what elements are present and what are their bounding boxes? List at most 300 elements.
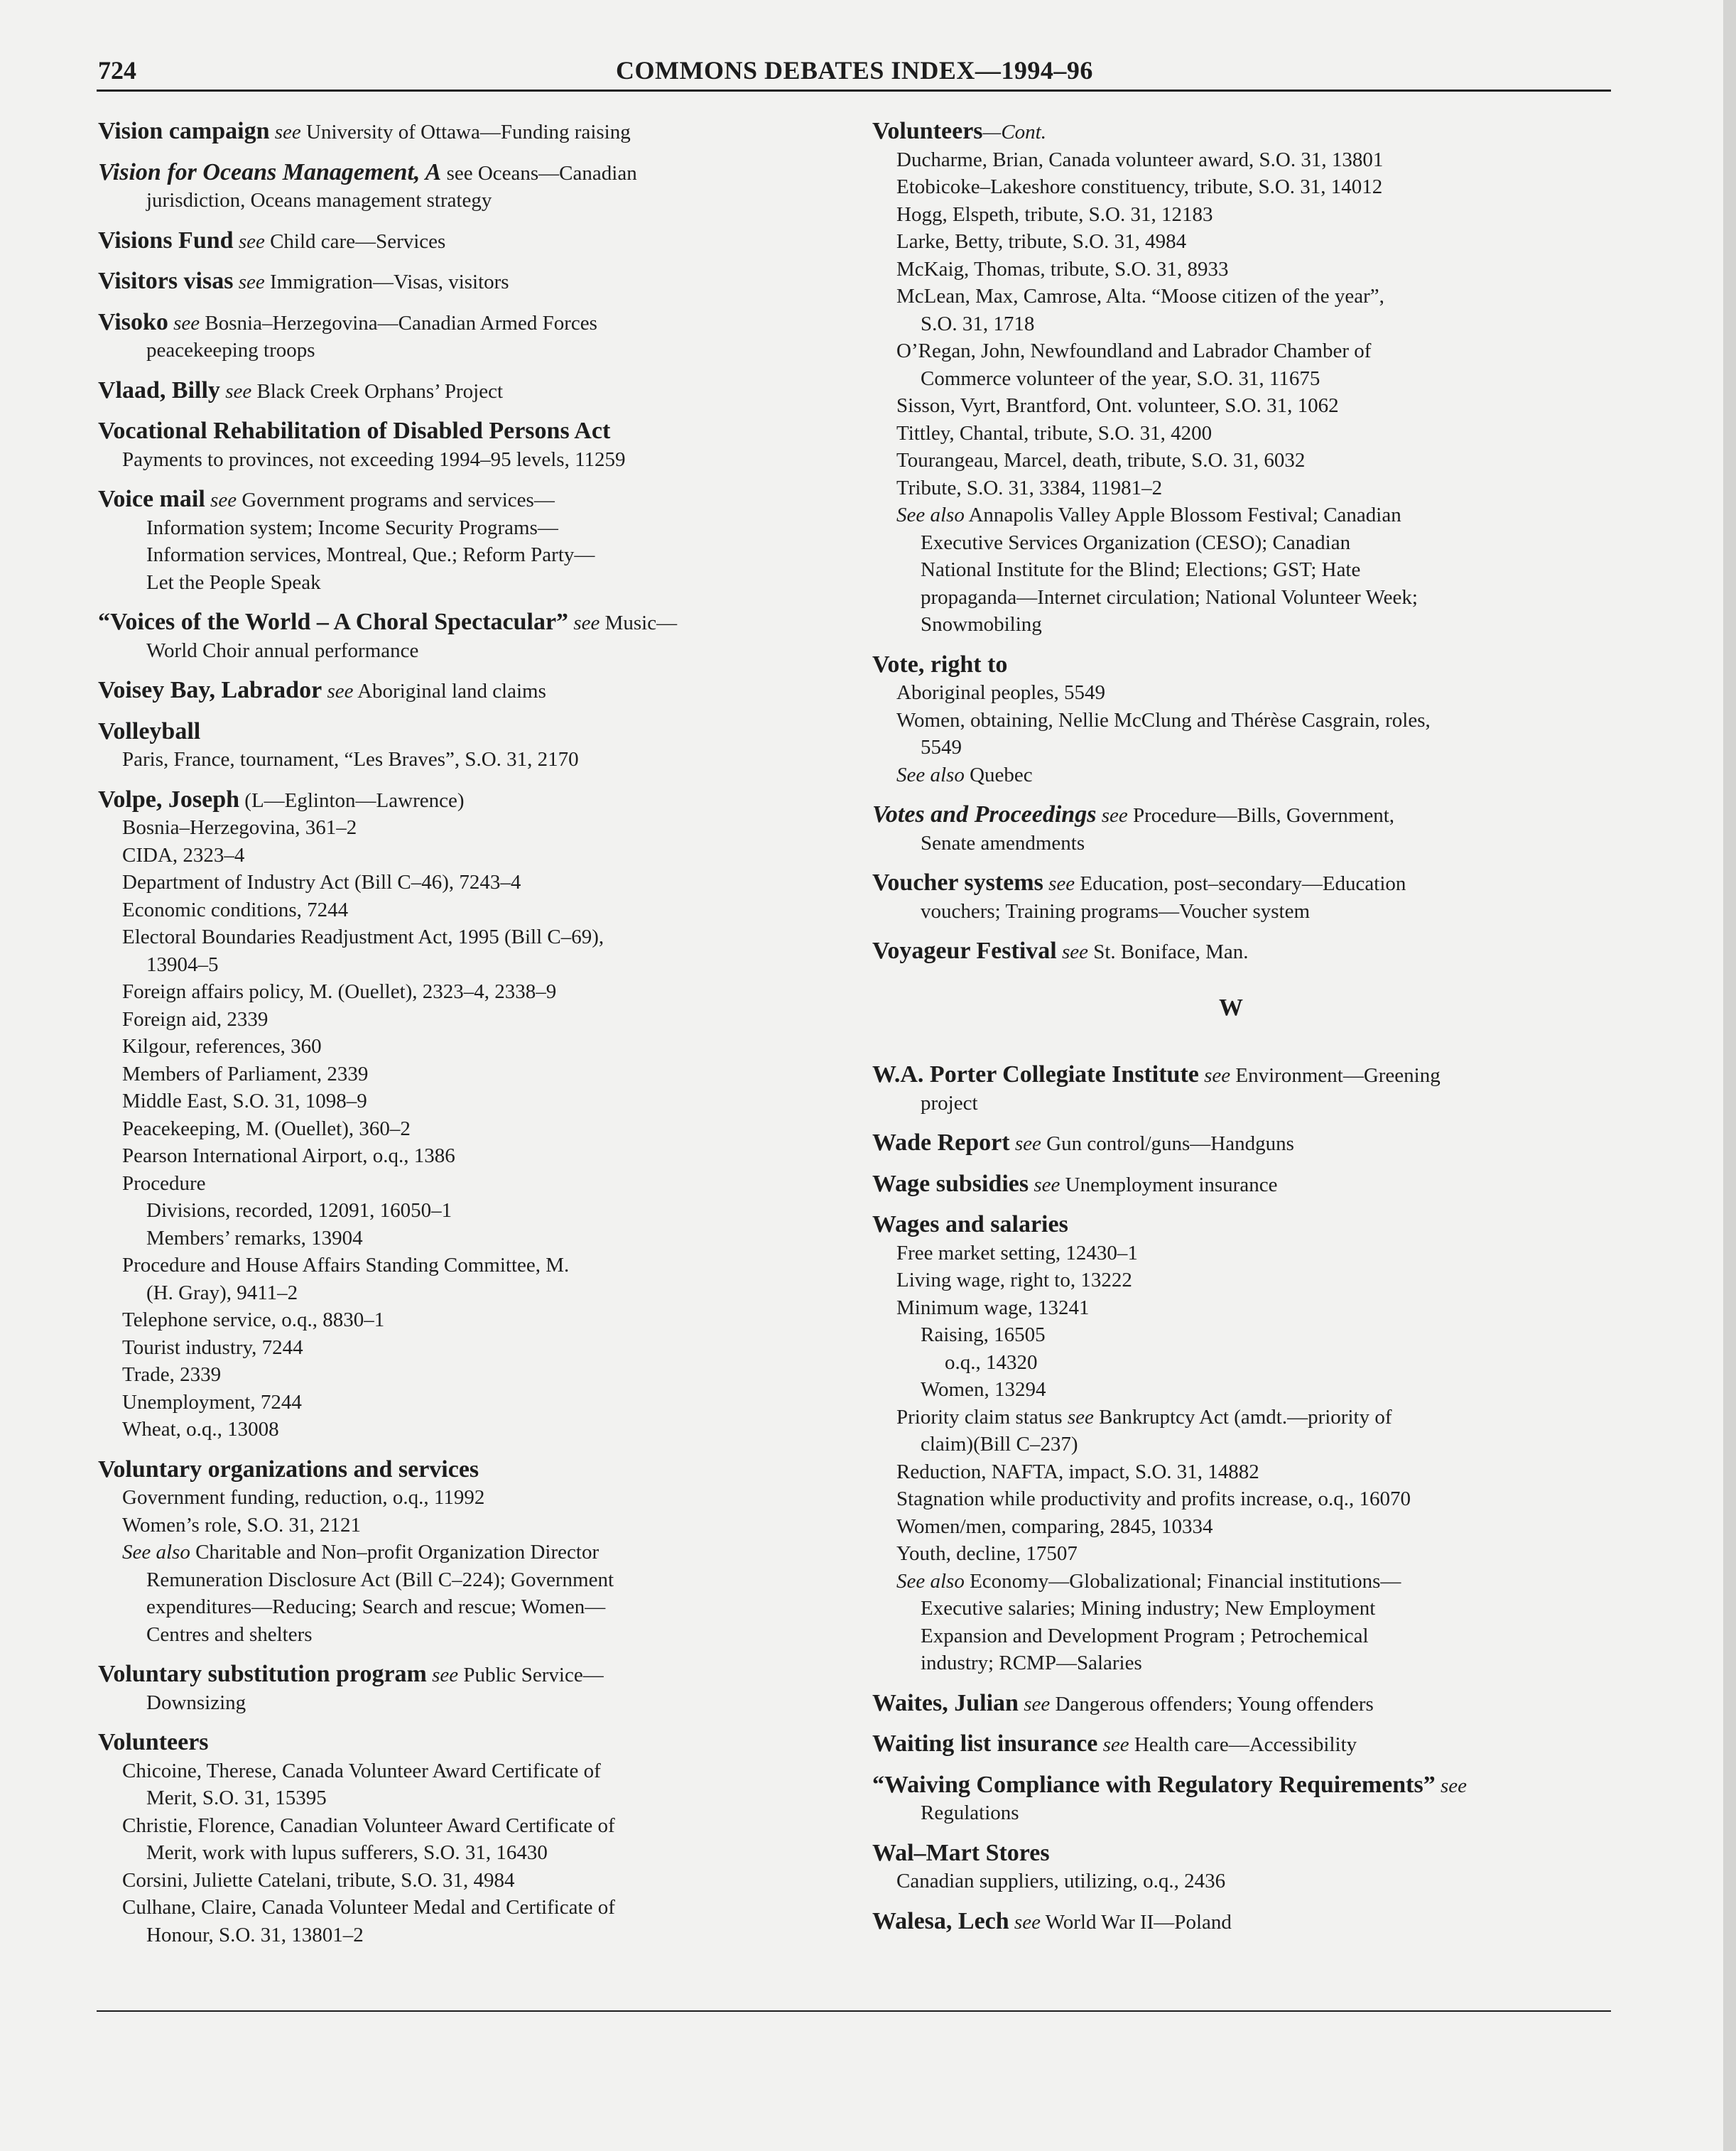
entry-heading: Volunteers bbox=[98, 1729, 209, 1755]
entry-heading: Wal–Mart Stores bbox=[872, 1839, 1050, 1866]
entry-subline bbox=[872, 146, 1590, 174]
entry-subline bbox=[872, 830, 1590, 857]
entry-text: Canadian suppliers, utilizing, o.q., 2436 bbox=[896, 1870, 1226, 1892]
cross-reference-label: see bbox=[1056, 941, 1088, 963]
entry-subline bbox=[98, 1279, 808, 1307]
entry-heading: Voyageur Festival bbox=[872, 938, 1057, 964]
entry-subline bbox=[98, 1334, 808, 1362]
entry-subline bbox=[872, 447, 1590, 475]
entry-text: Bosnia–Herzegovina—Canadian Armed Forces bbox=[200, 311, 597, 335]
entry-text: Music— bbox=[600, 612, 678, 634]
entry-subline bbox=[98, 1389, 808, 1416]
entry-subline bbox=[872, 256, 1590, 283]
index-entry bbox=[872, 1690, 1590, 1718]
entry-subline bbox=[872, 611, 1590, 639]
entry-text: Living wage, right to, 13222 bbox=[896, 1269, 1132, 1291]
entry-subline bbox=[98, 1839, 808, 1867]
entry-text: Wheat, o.q., 13008 bbox=[122, 1418, 279, 1441]
entry-subline bbox=[98, 1252, 808, 1279]
entry-text: S.O. 31, 1718 bbox=[921, 312, 1035, 335]
page-header bbox=[98, 51, 1611, 88]
cross-reference-label: see bbox=[1435, 1774, 1467, 1797]
entry-subline bbox=[98, 896, 808, 924]
entry-text: Electoral Boundaries Readjustment Act, 1995 (Bill C–69), bbox=[122, 926, 604, 948]
entry-subline bbox=[98, 1361, 808, 1389]
entry-text: Snowmobiling bbox=[921, 613, 1042, 636]
entry-heading-line bbox=[872, 1171, 1590, 1199]
entry-subline bbox=[98, 1306, 808, 1334]
entry-heading: Vocational Rehabilitation of Disabled Persons Act bbox=[98, 418, 611, 444]
entry-heading: Visions Fund bbox=[98, 227, 234, 254]
entry-subline bbox=[872, 337, 1590, 365]
entry-subline bbox=[98, 1512, 808, 1539]
entry-subline bbox=[98, 1061, 808, 1088]
entry-subline bbox=[872, 392, 1590, 420]
entry-heading-line bbox=[872, 1129, 1590, 1158]
entry-subline bbox=[98, 951, 808, 979]
entry-subline bbox=[98, 1115, 808, 1143]
entry-subline bbox=[98, 1566, 808, 1594]
entry-text: World Choir annual performance bbox=[146, 639, 419, 662]
entry-subline bbox=[872, 1321, 1590, 1349]
entry-subline bbox=[98, 1689, 808, 1717]
entry-subline bbox=[98, 337, 808, 364]
entry-heading-line bbox=[98, 1729, 808, 1757]
entry-text: propaganda—Internet circulation; National Volunteer Week; bbox=[921, 585, 1418, 609]
index-entry bbox=[872, 1211, 1590, 1677]
entry-text: Unemployment insurance bbox=[1060, 1173, 1278, 1196]
entry-text: McLean, Max, Camrose, Alta. “Moose citizen of the year”, bbox=[896, 285, 1384, 308]
index-entry bbox=[872, 801, 1590, 857]
index-entry bbox=[98, 118, 808, 146]
entry-subline bbox=[98, 1197, 808, 1225]
entry-text: Kilgour, references, 360 bbox=[122, 1035, 322, 1058]
entry-heading: Voice mail bbox=[98, 486, 205, 512]
entry-heading: “Waiving Compliance with Regulatory Requirements” bbox=[872, 1771, 1436, 1798]
entry-subline bbox=[872, 584, 1590, 612]
cross-reference-label: see bbox=[168, 311, 200, 335]
entry-subline bbox=[872, 502, 1590, 529]
entry-heading: Wage subsidies bbox=[872, 1170, 1029, 1197]
entry-heading: W.A. Porter Collegiate Institute bbox=[872, 1061, 1199, 1088]
index-entry bbox=[872, 869, 1590, 925]
entry-text: Unemployment, 7244 bbox=[122, 1390, 302, 1414]
entry-text: Black Creek Orphans’ Project bbox=[251, 379, 504, 403]
entry-heading-line bbox=[872, 869, 1590, 898]
index-entry bbox=[872, 1908, 1590, 1936]
entry-heading-line bbox=[98, 486, 808, 514]
entry-heading-line bbox=[872, 1061, 1590, 1090]
entry-text: Aboriginal peoples, 5549 bbox=[896, 681, 1105, 704]
entry-heading-line bbox=[98, 1456, 808, 1485]
entry-subline bbox=[872, 1267, 1590, 1294]
entry-subline bbox=[872, 556, 1590, 584]
entry-heading: Volpe, Joseph bbox=[98, 786, 240, 813]
index-entry bbox=[98, 718, 808, 774]
entry-text: Aboriginal land claims bbox=[353, 680, 546, 703]
entry-text: Women, 13294 bbox=[921, 1378, 1046, 1401]
entry-heading-line bbox=[872, 118, 1590, 146]
entry-text: Child care—Services bbox=[264, 229, 446, 253]
entry-subline bbox=[872, 1622, 1590, 1650]
entry-heading-line bbox=[98, 309, 808, 337]
entry-text: McKaig, Thomas, tribute, S.O. 31, 8933 bbox=[896, 257, 1229, 281]
entry-text: project bbox=[921, 1091, 978, 1115]
entry-subline bbox=[872, 529, 1590, 557]
entry-heading: Waites, Julian bbox=[872, 1689, 1019, 1716]
entry-text: expenditures—Reducing; Search and rescue; Women— bbox=[146, 1595, 606, 1618]
entry-heading: Vlaad, Billy bbox=[98, 376, 220, 403]
footer-rule bbox=[97, 2010, 1611, 2012]
entry-subline bbox=[872, 1799, 1590, 1827]
entry-heading-line bbox=[872, 1772, 1590, 1800]
index-entry bbox=[872, 1129, 1590, 1158]
entry-text: Hogg, Elspeth, tribute, S.O. 31, 12183 bbox=[896, 202, 1213, 226]
entry-subline bbox=[872, 1458, 1590, 1486]
entry-text: Let the People Speak bbox=[146, 570, 321, 594]
index-entry bbox=[98, 1729, 808, 1949]
entry-text: Minimum wage, 13241 bbox=[896, 1296, 1090, 1319]
entry-text: Free market setting, 12430–1 bbox=[896, 1241, 1138, 1264]
entry-text: (H. Gray), 9411–2 bbox=[146, 1281, 298, 1304]
entry-text: Public Service— bbox=[458, 1664, 604, 1686]
cross-reference-label: see bbox=[322, 680, 354, 703]
entry-text: jurisdiction, Oceans management strategy bbox=[146, 189, 492, 212]
entry-text: Chicoine, Therese, Canada Volunteer Award Certificate of bbox=[122, 1759, 601, 1782]
cross-reference-label: see bbox=[1067, 1405, 1094, 1429]
entry-subline bbox=[98, 1539, 808, 1566]
entry-text: Procedure—Bills, Government, bbox=[1127, 804, 1395, 827]
cross-reference-label: see bbox=[219, 379, 252, 403]
cross-reference-label: See also bbox=[896, 763, 965, 786]
entry-text: Information system; Income Security Programs— bbox=[146, 516, 558, 539]
entry-text: National Institute for the Blind; Elections; GST; Hate bbox=[921, 558, 1361, 581]
entry-subline bbox=[98, 869, 808, 896]
entry-subline bbox=[872, 1240, 1590, 1267]
cross-reference-label: see bbox=[1097, 1733, 1129, 1756]
section-letter-heading: W bbox=[1219, 994, 1243, 1021]
entry-text: Paris, France, tournament, “Les Braves”, S.O. 31, 2170 bbox=[122, 748, 579, 771]
entry-text: Merit, S.O. 31, 15395 bbox=[146, 1787, 327, 1809]
entry-subline bbox=[872, 310, 1590, 338]
entry-text: Etobicoke–Lakeshore constituency, tribute, S.O. 31, 14012 bbox=[896, 175, 1383, 198]
entry-text: claim)(Bill C–237) bbox=[921, 1433, 1078, 1456]
entry-heading: Vote, right to bbox=[872, 651, 1008, 678]
entry-text: Department of Industry Act (Bill C–46), 7243–4 bbox=[122, 871, 521, 894]
entry-heading-line bbox=[872, 938, 1590, 966]
entry-text: University of Ottawa—Funding raising bbox=[300, 121, 631, 143]
index-entry bbox=[98, 377, 808, 406]
entry-heading-line bbox=[98, 418, 808, 446]
entry-heading-line bbox=[98, 718, 808, 747]
entry-subline bbox=[98, 923, 808, 951]
entry-heading: “Voices of the World – A Choral Spectacular” bbox=[98, 609, 569, 635]
entry-subline bbox=[872, 1485, 1590, 1513]
index-entry bbox=[98, 418, 808, 473]
entry-heading: Voucher systems bbox=[872, 869, 1043, 896]
entry-text: Centres and shelters bbox=[146, 1622, 313, 1646]
entry-subline bbox=[872, 1431, 1590, 1458]
entry-subline bbox=[872, 475, 1590, 502]
index-entry bbox=[98, 486, 808, 596]
entry-text: Foreign affairs policy, M. (Ouellet), 2323–4, 2338–9 bbox=[122, 980, 557, 1003]
cross-reference-label: See also bbox=[896, 504, 965, 526]
entry-subline bbox=[98, 842, 808, 869]
cross-reference-label: see bbox=[1043, 872, 1075, 895]
cross-reference-label: see bbox=[1198, 1064, 1231, 1087]
entry-text: Dangerous offenders; Young offenders bbox=[1050, 1692, 1374, 1716]
entry-text: Health care—Accessibility bbox=[1129, 1733, 1357, 1756]
header-rule bbox=[97, 90, 1611, 92]
entry-text: World War II—Poland bbox=[1040, 1910, 1232, 1934]
entry-heading-line bbox=[98, 159, 808, 188]
index-entry bbox=[98, 309, 808, 364]
index-entry bbox=[872, 118, 1590, 639]
entry-subline bbox=[872, 365, 1590, 393]
entry-heading-line bbox=[872, 651, 1590, 680]
entry-heading: Vision campaign bbox=[98, 118, 270, 144]
entry-subline bbox=[98, 1170, 808, 1198]
entry-subline bbox=[98, 1006, 808, 1034]
entry-text: Members’ remarks, 13904 bbox=[146, 1226, 363, 1250]
entry-text: Raising, 16505 bbox=[921, 1323, 1046, 1346]
index-entry bbox=[98, 677, 808, 705]
entry-subline bbox=[872, 1090, 1590, 1117]
entry-text: Bosnia–Herzegovina, 361–2 bbox=[122, 816, 357, 839]
entry-heading: Wages and salaries bbox=[872, 1211, 1068, 1237]
index-entry bbox=[872, 1840, 1590, 1895]
index-entry bbox=[872, 651, 1590, 789]
page-number: 724 bbox=[98, 56, 136, 85]
index-entry bbox=[872, 1772, 1590, 1827]
cross-reference-label: see bbox=[1009, 1910, 1041, 1934]
left-column bbox=[98, 118, 808, 1961]
entry-subline bbox=[98, 1033, 808, 1061]
cross-reference-label: see bbox=[426, 1664, 459, 1686]
entry-text: Trade, 2339 bbox=[122, 1363, 222, 1386]
entry-text: O’Regan, John, Newfoundland and Labrador Chamber of bbox=[896, 340, 1372, 362]
entry-subline bbox=[98, 1484, 808, 1512]
entry-text: Christie, Florence, Canadian Volunteer Award Certificate of bbox=[122, 1814, 615, 1837]
entry-text: Environment—Greening bbox=[1230, 1064, 1441, 1087]
entry-text: Charitable and Non–profit Organization Director bbox=[190, 1541, 600, 1564]
entry-subline bbox=[872, 734, 1590, 762]
entry-text: 13904–5 bbox=[146, 953, 219, 976]
cross-reference-label: see bbox=[269, 121, 301, 143]
entry-heading: Walesa, Lech bbox=[872, 1907, 1009, 1934]
entry-heading-line bbox=[872, 1211, 1590, 1240]
entry-subline bbox=[98, 1621, 808, 1649]
entry-text: Ducharme, Brian, Canada volunteer award, S.O. 31, 13801 bbox=[896, 148, 1384, 171]
index-entry bbox=[872, 1061, 1590, 1117]
entry-heading-line bbox=[98, 268, 808, 296]
entry-text: Women/men, comparing, 2845, 10334 bbox=[896, 1515, 1213, 1538]
entry-text: Gun control/guns—Handguns bbox=[1041, 1132, 1294, 1155]
running-title: COMMONS DEBATES INDEX—1994–96 bbox=[616, 56, 1093, 85]
entry-text: Pearson International Airport, o.q., 1386 bbox=[122, 1144, 455, 1167]
entry-text: Government programs and services— bbox=[237, 489, 555, 511]
entry-heading-line bbox=[872, 801, 1590, 830]
entry-subline bbox=[98, 1225, 808, 1252]
entry-subline bbox=[872, 898, 1590, 926]
entry-subline bbox=[98, 187, 808, 215]
entry-subline bbox=[872, 201, 1590, 229]
entry-heading: Votes and Proceedings bbox=[872, 801, 1097, 828]
entry-heading-line bbox=[98, 609, 808, 637]
entry-heading: Volunteers bbox=[872, 118, 983, 144]
entry-subline bbox=[98, 1784, 808, 1812]
entry-subline bbox=[872, 1568, 1590, 1595]
entry-text: see Oceans—Canadian bbox=[441, 161, 637, 185]
cross-reference-label: see bbox=[205, 489, 237, 511]
cross-reference-label: see bbox=[1029, 1173, 1060, 1196]
entry-text: Education, post–secondary—Education bbox=[1075, 872, 1406, 895]
entry-text: Annapolis Valley Apple Blossom Festival; Canadian bbox=[964, 504, 1401, 526]
cross-reference-label: See also bbox=[896, 1569, 965, 1593]
entry-text: Merit, work with lupus sufferers, S.O. 31, 16430 bbox=[146, 1841, 548, 1864]
index-entry bbox=[872, 1171, 1590, 1199]
entry-subline bbox=[98, 1867, 808, 1895]
entry-subline bbox=[98, 541, 808, 569]
index-entry bbox=[872, 938, 1590, 966]
entry-heading-line bbox=[98, 677, 808, 705]
cross-reference-label: see bbox=[233, 271, 265, 293]
entry-text: 5549 bbox=[921, 736, 962, 759]
entry-text: Tourangeau, Marcel, death, tribute, S.O. 31, 6032 bbox=[896, 449, 1306, 472]
entry-subline bbox=[98, 514, 808, 542]
entry-subline bbox=[98, 978, 808, 1006]
entry-subline bbox=[872, 1404, 1590, 1431]
entry-subline bbox=[98, 1812, 808, 1840]
entry-subline bbox=[98, 1894, 808, 1922]
entry-heading: Visitors visas bbox=[98, 268, 234, 294]
entry-text: Tourist industry, 7244 bbox=[122, 1335, 303, 1359]
entry-text: Women’s role, S.O. 31, 2121 bbox=[122, 1513, 361, 1537]
entry-heading: Vision for Oceans Management, A bbox=[98, 158, 442, 185]
entry-subline bbox=[872, 228, 1590, 256]
entry-subline bbox=[872, 1649, 1590, 1677]
entry-text: Honour, S.O. 31, 13801–2 bbox=[146, 1923, 364, 1946]
entry-text: Telephone service, o.q., 8830–1 bbox=[122, 1309, 385, 1331]
entry-text: Expansion and Development Program ; Petrochemical bbox=[921, 1624, 1369, 1647]
entry-text: Immigration—Visas, visitors bbox=[264, 271, 509, 293]
page-edge bbox=[1723, 0, 1736, 2151]
entry-subline bbox=[872, 283, 1590, 310]
cross-reference-label: see bbox=[233, 229, 265, 253]
entry-heading-line bbox=[872, 1840, 1590, 1868]
entry-heading: Voluntary organizations and services bbox=[98, 1456, 479, 1483]
entry-heading-line bbox=[98, 227, 808, 256]
entry-subline bbox=[872, 1376, 1590, 1404]
entry-text: Information services, Montreal, Que.; Reform Party— bbox=[146, 543, 595, 566]
entry-text: Regulations bbox=[921, 1801, 1019, 1824]
index-entry bbox=[872, 1730, 1590, 1759]
entry-text: Middle East, S.O. 31, 1098–9 bbox=[122, 1090, 367, 1112]
entry-subline bbox=[98, 746, 808, 774]
index-entry bbox=[98, 786, 808, 1443]
entry-heading-line bbox=[98, 377, 808, 406]
entry-text: Economic conditions, 7244 bbox=[122, 898, 349, 921]
entry-heading: Waiting list insurance bbox=[872, 1730, 1098, 1757]
entry-text: Tribute, S.O. 31, 3384, 11981–2 bbox=[896, 476, 1163, 499]
entry-heading-line bbox=[872, 1730, 1590, 1759]
entry-heading-line bbox=[98, 1661, 808, 1689]
entry-text: CIDA, 2323–4 bbox=[122, 843, 245, 867]
entry-text: Foreign aid, 2339 bbox=[122, 1007, 268, 1031]
entry-text: Corsini, Juliette Catelani, tribute, S.O. 31, 4984 bbox=[122, 1868, 515, 1892]
entry-text: o.q., 14320 bbox=[945, 1350, 1038, 1374]
cross-reference-label: —Cont. bbox=[982, 121, 1046, 143]
entry-heading: Voluntary substitution program bbox=[98, 1661, 427, 1687]
index-entry bbox=[98, 609, 808, 664]
entry-subline bbox=[98, 1416, 808, 1443]
entry-subline bbox=[872, 1349, 1590, 1377]
entry-subline bbox=[872, 1540, 1590, 1568]
index-entry bbox=[98, 159, 808, 215]
entry-text: Bankruptcy Act (amdt.—priority of bbox=[1093, 1405, 1392, 1429]
entry-text: Procedure and House Affairs Standing Committee, M. bbox=[122, 1254, 570, 1277]
entry-text: Procedure bbox=[122, 1171, 206, 1195]
index-entry bbox=[98, 1456, 808, 1649]
entry-text: vouchers; Training programs—Voucher system bbox=[921, 899, 1310, 923]
entry-heading: Voisey Bay, Labrador bbox=[98, 677, 322, 703]
entry-subline bbox=[872, 762, 1590, 789]
entry-text: St. Boniface, Man. bbox=[1088, 941, 1249, 963]
entry-subline bbox=[98, 1922, 808, 1949]
entry-subline bbox=[98, 814, 808, 842]
entry-subline bbox=[98, 446, 808, 474]
entry-text: Sisson, Vyrt, Brantford, Ont. volunteer, S.O. 31, 1062 bbox=[896, 394, 1339, 417]
entry-text: Quebec bbox=[964, 763, 1033, 786]
entry-text: Peacekeeping, M. (Ouellet), 360–2 bbox=[122, 1117, 411, 1140]
entry-text: Tittley, Chantal, tribute, S.O. 31, 4200 bbox=[896, 421, 1213, 445]
index-entry bbox=[98, 1661, 808, 1716]
index-entry bbox=[98, 268, 808, 296]
entry-text: industry; RCMP—Salaries bbox=[921, 1652, 1142, 1674]
entry-text: Government funding, reduction, o.q., 11992 bbox=[122, 1486, 485, 1509]
entry-text: Executive Services Organization (CESO); Canadian bbox=[921, 531, 1351, 554]
cross-reference-label: See also bbox=[122, 1541, 190, 1564]
entry-subline bbox=[98, 1142, 808, 1170]
entry-subline bbox=[872, 707, 1590, 735]
entry-text: Culhane, Claire, Canada Volunteer Medal and Certificate of bbox=[122, 1896, 615, 1919]
right-column bbox=[872, 118, 1590, 1949]
entry-text: Larke, Betty, tribute, S.O. 31, 4984 bbox=[896, 230, 1187, 253]
entry-subline bbox=[98, 569, 808, 597]
entry-subline bbox=[98, 1593, 808, 1621]
entry-subline bbox=[98, 637, 808, 665]
entry-text: Members of Parliament, 2339 bbox=[122, 1062, 369, 1085]
entry-subline bbox=[872, 420, 1590, 448]
entry-heading-line bbox=[872, 1908, 1590, 1936]
entry-heading-line bbox=[98, 786, 808, 815]
entry-heading: Visoko bbox=[98, 308, 168, 335]
index-entry bbox=[98, 227, 808, 256]
cross-reference-label: see bbox=[1018, 1692, 1051, 1716]
entry-heading: Volleyball bbox=[98, 717, 201, 744]
entry-subline bbox=[872, 173, 1590, 201]
entry-text: Youth, decline, 17507 bbox=[896, 1542, 1078, 1565]
entry-subline bbox=[872, 1868, 1590, 1895]
cross-reference-label: see bbox=[568, 612, 600, 634]
entry-text: Payments to provinces, not exceeding 1994–95 levels, 11259 bbox=[122, 448, 626, 471]
cross-reference-label: see bbox=[1009, 1132, 1041, 1155]
entry-heading-line bbox=[872, 1690, 1590, 1718]
entry-text: Stagnation while productivity and profits increase, o.q., 16070 bbox=[896, 1488, 1411, 1510]
entry-subline bbox=[98, 1088, 808, 1115]
entry-text: (L—Eglinton—Lawrence) bbox=[239, 789, 465, 812]
entry-heading: Wade Report bbox=[872, 1129, 1010, 1156]
